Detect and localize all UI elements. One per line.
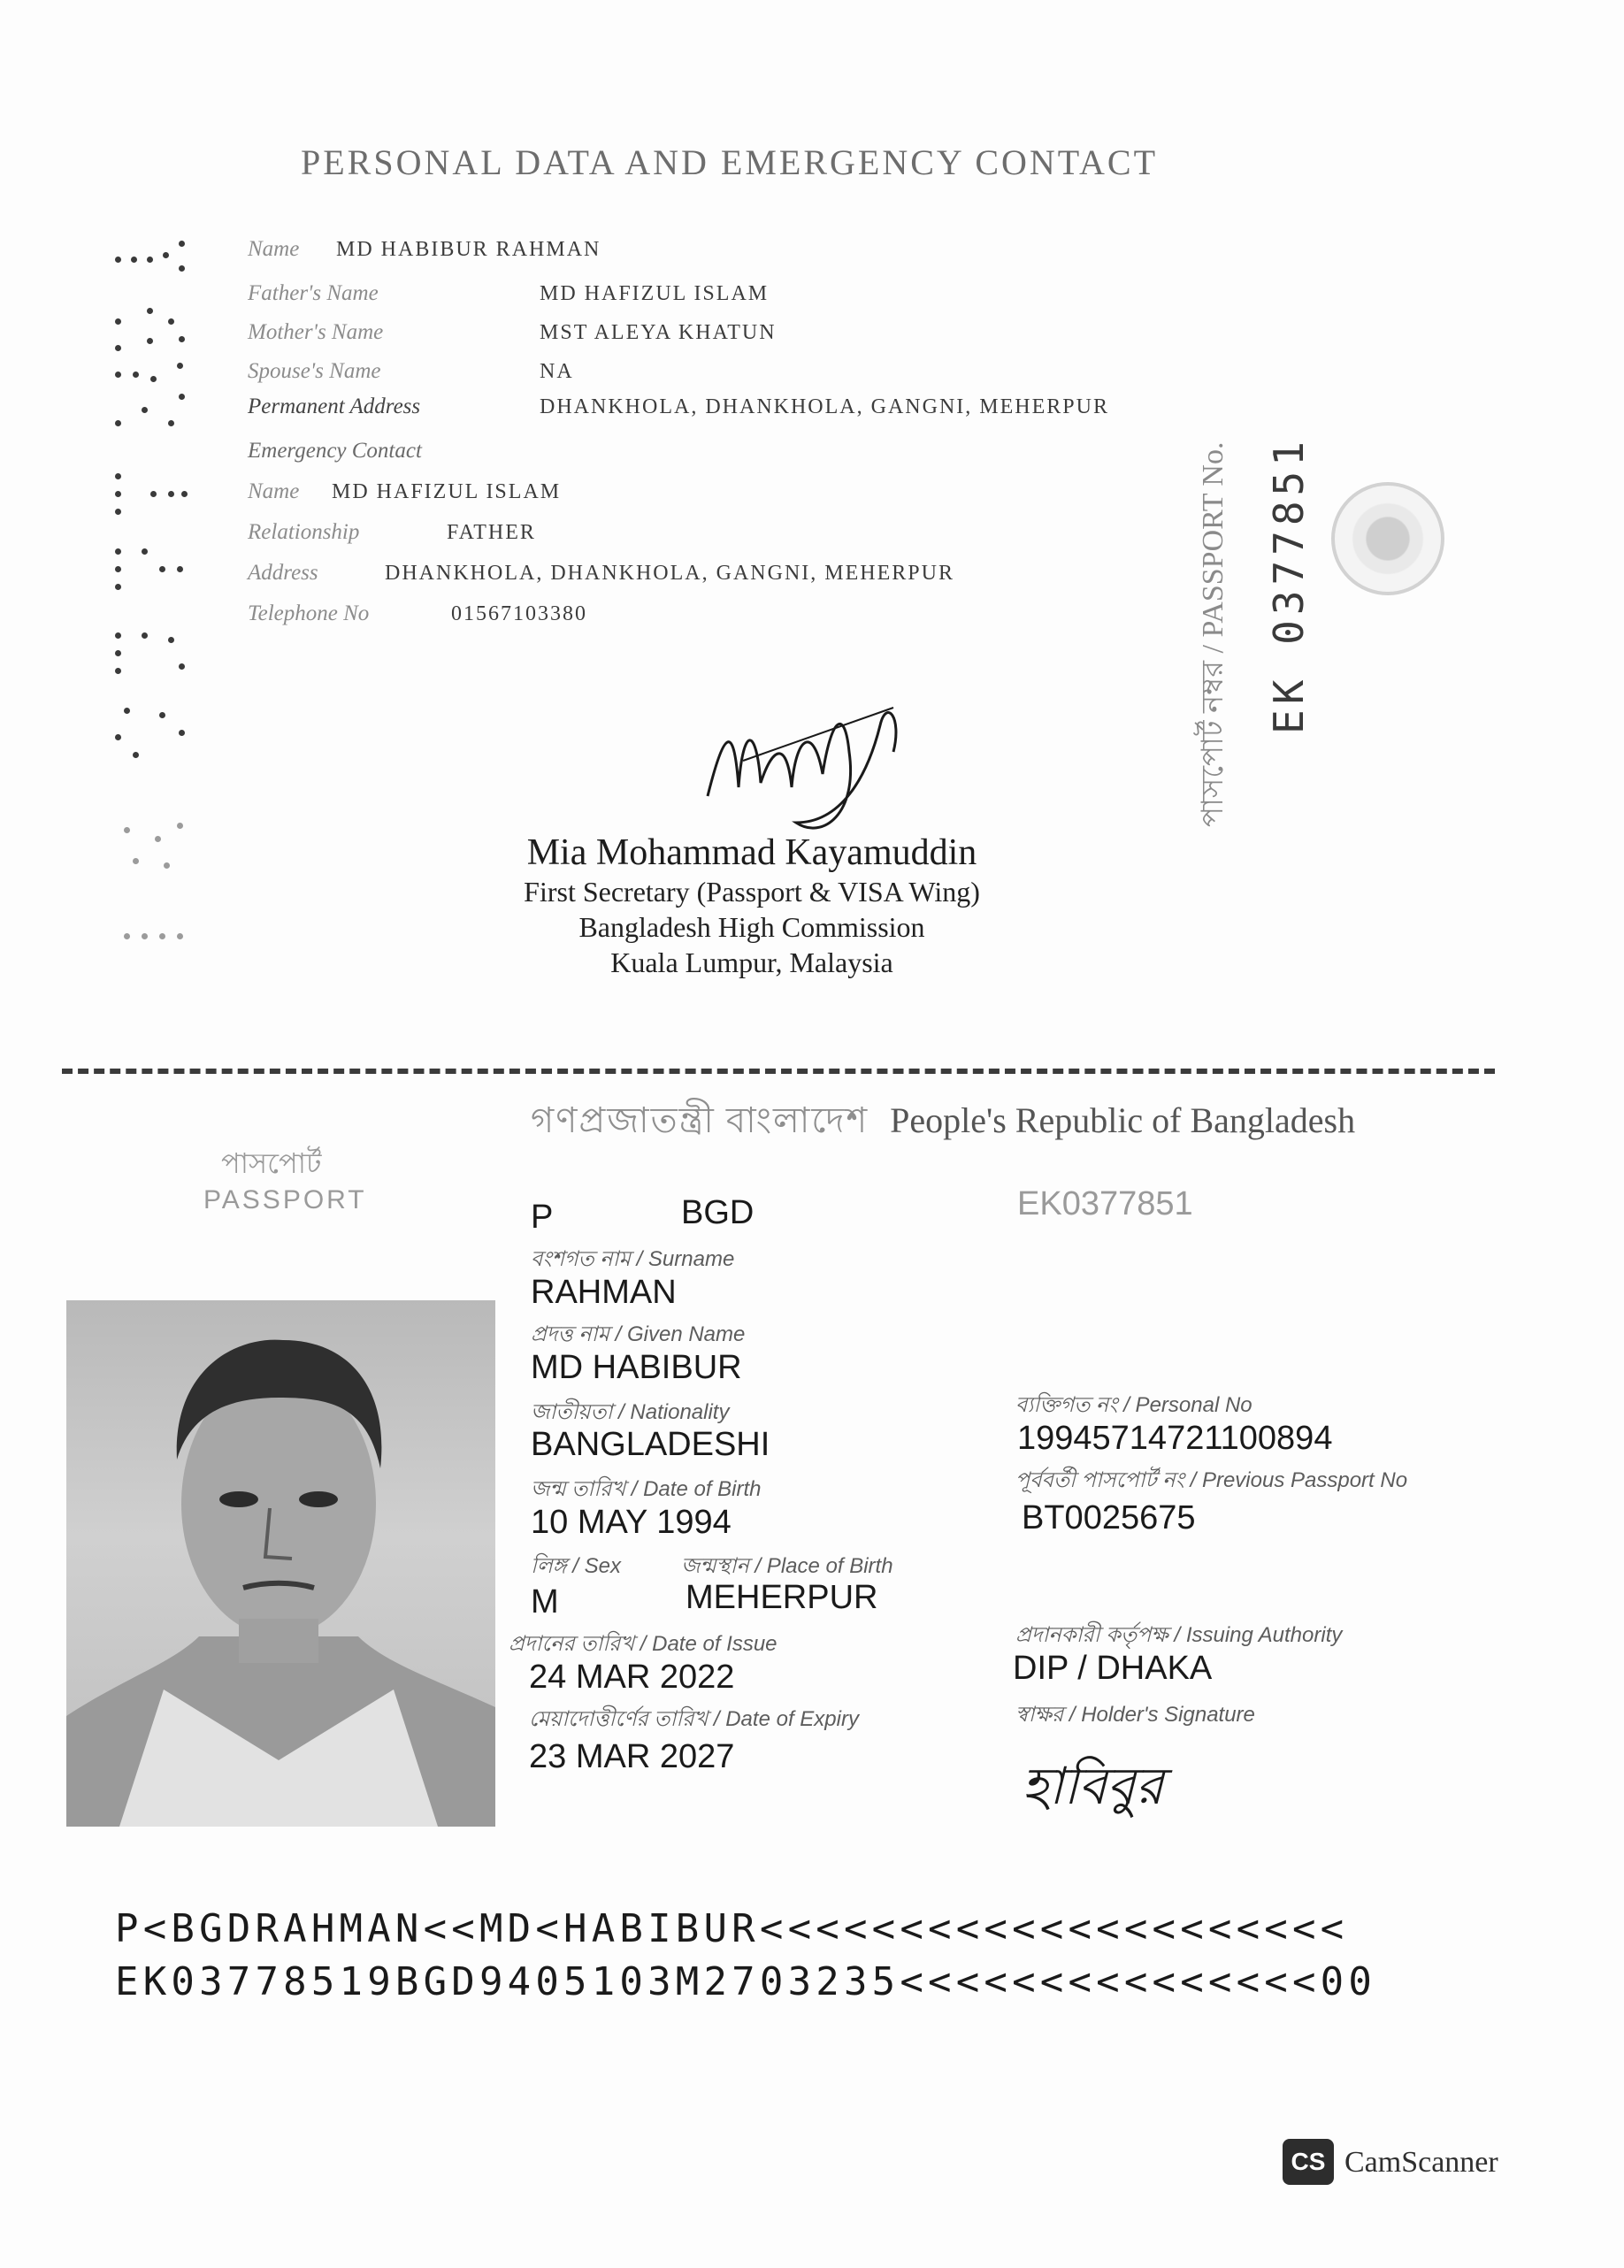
personal-no-label: ব্যক্তিগত নং / Personal No	[1015, 1393, 1252, 1417]
signatory-block	[478, 831, 1026, 980]
given-name-label: প্রদত্ত নাম / Given Name	[531, 1322, 746, 1346]
issuing-authority-value: DIP / DHAKA	[1013, 1650, 1213, 1687]
signatory-line-2: Bangladesh High Commission	[578, 911, 925, 943]
ec-relationship-label: Relationship	[248, 520, 360, 544]
perforation-dots	[115, 230, 195, 938]
holder-signature-label: স্বাক্ষর / Holder's Signature	[1015, 1703, 1255, 1727]
mrz-line-2: EK03778519BGD9405103M2703235<<<<<<<<<<<<<<<00	[115, 1959, 1377, 2004]
pob-label: জন্মস্থান / Place of Birth	[681, 1554, 893, 1578]
personal-no-value: 19945714721100894	[1017, 1420, 1333, 1457]
country-code-value: BGD	[681, 1194, 755, 1231]
page-divider	[62, 1069, 1495, 1074]
ec-telephone-label: Telephone No	[248, 601, 370, 625]
dob-label: জন্ম তারিখ / Date of Birth	[531, 1477, 762, 1501]
name-value: MD HABIBUR RAHMAN	[336, 238, 601, 261]
signatory-line-1: First Secretary (Passport & VISA Wing)	[524, 876, 980, 908]
pob-value: MEHERPUR	[686, 1579, 878, 1616]
father-row	[248, 281, 769, 306]
spouse-value: NA	[540, 360, 574, 383]
ec-relationship-row	[248, 520, 536, 545]
ec-name-value: MD HAFIZUL ISLAM	[332, 480, 562, 503]
sex-label: লিঙ্গ / Sex	[531, 1554, 622, 1578]
passport-no-vertical: EK 0377851	[1265, 436, 1313, 734]
passport-label-en: PASSPORT	[203, 1185, 367, 1214]
given-name-value: MD HABIBUR	[531, 1349, 742, 1386]
spouse-row	[248, 359, 574, 384]
country-name-bn: গণপ্রজাতন্ত্রী বাংলাদেশ	[531, 1100, 869, 1140]
emergency-heading: Emergency Contact	[248, 439, 422, 463]
mother-label: Mother's Name	[248, 320, 384, 344]
previous-passport-value: BT0025675	[1022, 1499, 1196, 1536]
previous-passport-label: পূর্ববর্তী পাসপোর্ট নং / Previous Passport No	[1015, 1468, 1408, 1492]
spouse-label: Spouse's Name	[248, 359, 381, 383]
page-title: PERSONAL DATA AND EMERGENCY CONTACT	[301, 142, 1159, 182]
holder-signature: হাবিবুর	[1022, 1758, 1164, 1815]
surname-value: RAHMAN	[531, 1274, 677, 1311]
country-name	[531, 1092, 1355, 1152]
dob-value: 10 MAY 1994	[531, 1504, 732, 1541]
permanent-address-label: Permanent Address	[248, 395, 421, 418]
ec-address-row	[248, 561, 954, 586]
issue-date-label: প্রদানের তারিখ / Date of Issue	[509, 1632, 778, 1656]
expiry-date-value: 23 MAR 2027	[529, 1738, 735, 1775]
ec-name-row	[248, 479, 561, 504]
signatory-name: Mia Mohammad Kayamuddin	[526, 832, 977, 873]
country-name-en: People's Republic of Bangladesh	[890, 1100, 1356, 1140]
passport-number-value: EK0377851	[1017, 1185, 1193, 1222]
expiry-date-label: মেয়াদোত্তীর্ণের তারিখ / Date of Expiry	[529, 1707, 859, 1731]
nationality-value: BANGLADESHI	[531, 1426, 770, 1463]
ec-address-value: DHANKHOLA, DHANKHOLA, GANGNI, MEHERPUR	[385, 562, 954, 585]
type-value: P	[531, 1199, 554, 1236]
father-label: Father's Name	[248, 281, 379, 305]
mother-row	[248, 320, 777, 345]
holder-photo	[66, 1300, 495, 1827]
ec-telephone-row	[248, 601, 587, 626]
nationality-label: জাতীয়তা / Nationality	[531, 1400, 730, 1424]
ec-telephone-value: 01567103380	[451, 602, 587, 625]
name-label: Name	[248, 237, 300, 261]
camscanner-logo-icon: CS	[1283, 2139, 1334, 2185]
ec-name-label: Name	[248, 479, 300, 503]
camscanner-text: CamScanner	[1344, 2146, 1498, 2179]
issue-date-value: 24 MAR 2022	[529, 1659, 735, 1696]
name-row	[248, 237, 601, 262]
embossed-seal-icon	[1331, 482, 1444, 595]
father-value: MD HAFIZUL ISLAM	[540, 282, 770, 305]
issuing-authority-label: প্রদানকারী কর্তৃপক্ষ / Issuing Authority	[1015, 1623, 1343, 1647]
ec-address-label: Address	[248, 561, 318, 585]
signatory-line-3: Kuala Lumpur, Malaysia	[610, 946, 893, 978]
mother-value: MST ALEYA KHATUN	[540, 321, 777, 344]
sex-value: M	[531, 1583, 559, 1621]
surname-label: বংশগত নাম / Surname	[531, 1247, 735, 1271]
permanent-address-row	[248, 395, 1109, 419]
passport-label-bn: পাসপোর্ট	[221, 1147, 322, 1179]
mrz-line-1: P<BGDRAHMAN<<MD<HABIBUR<<<<<<<<<<<<<<<<<<<<<	[115, 1906, 1349, 1951]
passport-no-vertical-label: পাসপোর্ট নম্বর / PASSPORT No.	[1197, 441, 1229, 827]
permanent-address-value: DHANKHOLA, DHANKHOLA, GANGNI, MEHERPUR	[540, 395, 1109, 418]
person-portrait-icon	[66, 1300, 495, 1827]
ec-relationship-value: FATHER	[447, 521, 536, 544]
